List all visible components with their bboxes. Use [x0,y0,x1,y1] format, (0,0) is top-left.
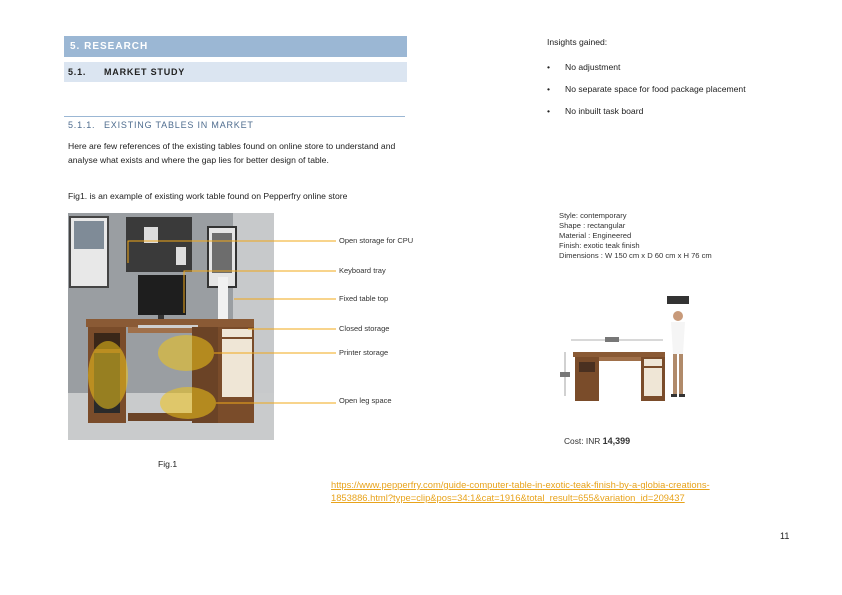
insight-text: No inbuilt task board [565,106,644,116]
spec-line: Finish: exotic teak finish [559,241,640,250]
callout-cpu-storage: Open storage for CPU [339,236,414,245]
list-item [547,83,746,105]
subsubsection-title: EXISTING TABLES IN MARKET [104,120,254,130]
insight-text: No separate space for food package placement [565,84,746,94]
desk-photo-illustration [68,213,274,440]
subsubsection-number: 5.1.1. [68,120,96,130]
list-item [547,61,746,83]
subsection-heading [64,62,407,82]
desk-photo [68,213,274,440]
section-number: 5. [70,41,81,52]
figure-description: Fig1. is an example of existing work table found on Pepperfry online store [68,191,348,201]
cost-label: Cost: INR [564,436,601,446]
spec-line: Dimensions : W 150 cm x D 60 cm x H 76 cm [559,251,712,260]
product-illustration [557,292,707,402]
subsection-title: MARKET STUDY [104,67,186,77]
list-item [547,105,746,127]
insight-text: No adjustment [565,62,621,72]
bullet-mark: • [547,106,551,116]
callout-leaders [274,213,338,440]
callout-leg-space: Open leg space [339,396,392,405]
subsubsection-heading [68,120,404,130]
heading-divider [64,116,405,117]
subsection-number: 5.1. [68,67,87,77]
section-heading [64,36,407,57]
callout-keyboard-tray: Keyboard tray [339,266,386,275]
source-link[interactable]: https://www.pepperfry.com/guide-computer-table-in-exotic-teak-finish-by-a-globia-creations-1853886.html?type=clip&pos=34:1&cat=1916&total_result=655&variation_id=209437 [331,479,710,503]
section-title: RESEARCH [84,41,149,52]
callout-closed-storage: Closed storage [339,324,390,333]
product-specs [559,211,712,261]
product-image [557,292,707,402]
bullet-mark: • [547,84,551,94]
bullet-mark: • [547,62,551,72]
product-cost [564,436,630,446]
spec-line: Shape : rectangular [559,221,626,230]
intro-paragraph: Here are few references of the existing tables found on online store to understand and analyse what exists and where the gap lies for better design of table. [68,141,396,165]
insights-heading: Insights gained: [547,37,608,47]
figure-label: Fig.1 [158,459,178,469]
spec-line: Style: contemporary [559,211,627,220]
insights-list [547,61,746,127]
callout-table-top: Fixed table top [339,294,389,303]
page-number: 11 [780,531,790,541]
spec-line: Material : Engineered [559,231,632,240]
cost-value: 14,399 [602,436,631,446]
callout-printer-storage: Printer storage [339,348,389,357]
